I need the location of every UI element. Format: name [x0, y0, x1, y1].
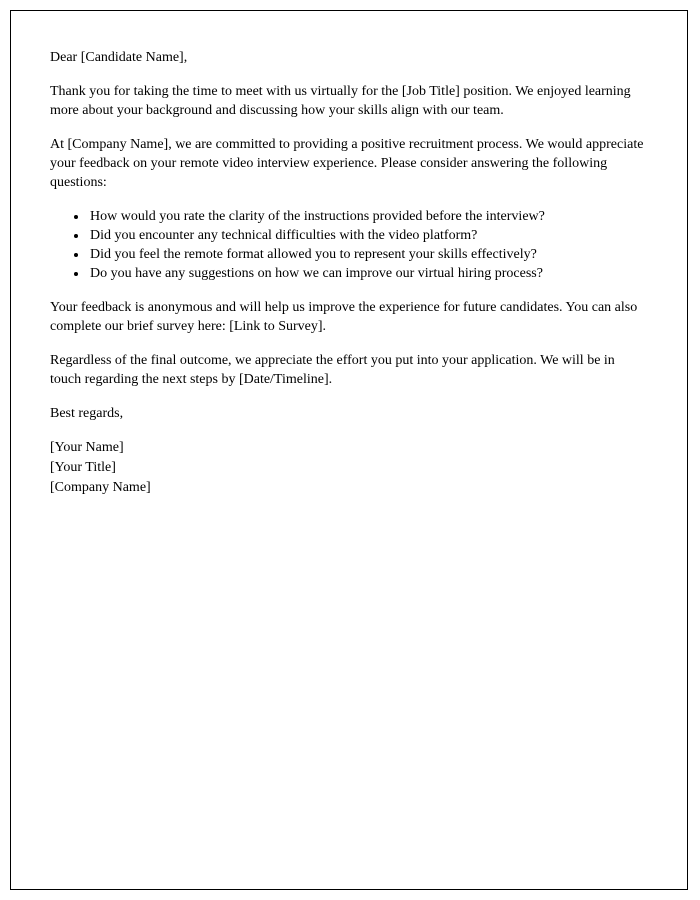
signature-title: [Your Title]	[50, 460, 116, 475]
question-item-clarity: • How would you rate the clarity of the instructions provided before the interview?	[88, 207, 646, 226]
question-item-remote-format: • Did you feel the remote format allowed you to represent your skills effectively?	[88, 245, 646, 264]
question-item-suggestions: • Do you have any suggestions on how we can improve our virtual hiring process?	[88, 264, 646, 283]
signature-block	[50, 438, 646, 497]
paragraph-outcome-note: Regardless of the final outcome, we appreciate the effort you put into your application. We will be in touch regarding the next steps by [Date/Timeline].	[50, 353, 615, 387]
question-item-technical: • Did you encounter any technical difficulties with the video platform?	[88, 226, 646, 245]
signature-name: [Your Name]	[50, 440, 124, 455]
question-list	[50, 207, 646, 283]
salutation: Dear [Candidate Name],	[50, 50, 188, 65]
paragraph-feedback-request: At [Company Name], we are committed to providing a positive recruitment process. We would appreciate your feedback on your remote video interview experience. Please consider answering the following questions:	[50, 137, 644, 190]
closing: Best regards,	[50, 406, 124, 421]
paragraph-anonymous-note: Your feedback is anonymous and will help us improve the experience for future candidates. You can also complete our brief survey here: [Link to Survey].	[50, 300, 638, 334]
paragraph-intro: Thank you for taking the time to meet with us virtually for the [Job Title] position. We enjoyed learning more about your background and discussing how your skills align with our team.	[50, 84, 631, 118]
signature-company: [Company Name]	[50, 480, 151, 495]
letter-body	[50, 48, 646, 498]
